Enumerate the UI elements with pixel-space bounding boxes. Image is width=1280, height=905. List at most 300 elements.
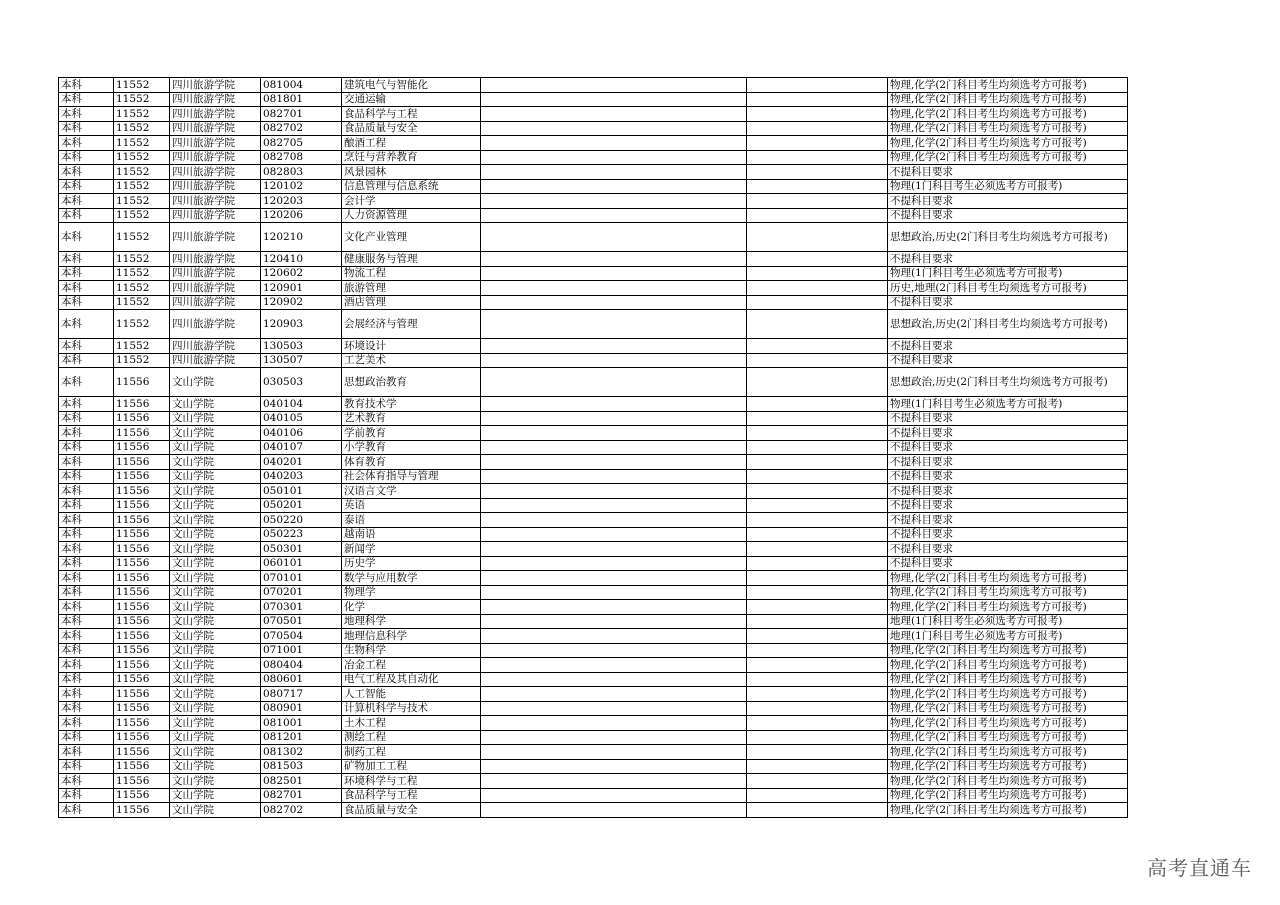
blank-cell [481,614,747,629]
subject-requirement-cell: 物理(1门科目考生必须选考方可报考) [888,179,1128,194]
table-row [59,136,1128,151]
subject-requirement-cell: 地理(1门科目考生必须选考方可报考) [888,614,1128,629]
school-code-cell: 11556 [114,484,170,499]
major-code-cell: 070301 [261,600,342,615]
level-cell: 本科 [59,643,114,658]
major-code-cell: 081503 [261,759,342,774]
blank-cell [747,295,888,310]
table-row [59,121,1128,136]
major-name-cell: 文化产业管理 [342,223,481,252]
major-name-cell: 物理学 [342,585,481,600]
table-row [59,730,1128,745]
major-code-cell: 082702 [261,803,342,818]
major-code-cell: 050223 [261,527,342,542]
school-name-cell: 文山学院 [170,469,261,484]
table-row [59,179,1128,194]
table-row [59,803,1128,818]
subject-requirement-cell: 历史,地理(2门科目考生均须选考方可报考) [888,281,1128,296]
level-cell: 本科 [59,397,114,412]
school-code-cell: 11556 [114,687,170,702]
subject-requirement-cell: 物理,化学(2门科目考生均须选考方可报考) [888,730,1128,745]
school-name-cell: 文山学院 [170,745,261,760]
level-cell: 本科 [59,136,114,151]
subject-requirement-cell: 思想政治,历史(2门科目考生均须选考方可报考) [888,310,1128,339]
level-cell: 本科 [59,600,114,615]
blank-cell [481,759,747,774]
subject-requirement-cell: 不提科目要求 [888,513,1128,528]
school-code-cell: 11556 [114,571,170,586]
school-code-cell: 11552 [114,266,170,281]
blank-cell [747,614,888,629]
major-code-cell: 050201 [261,498,342,513]
school-code-cell: 11552 [114,252,170,267]
major-name-cell: 人工智能 [342,687,481,702]
school-name-cell: 文山学院 [170,730,261,745]
blank-cell [747,643,888,658]
major-code-cell: 081801 [261,92,342,107]
table-row [59,629,1128,644]
subject-requirement-cell: 物理,化学(2门科目考生均须选考方可报考) [888,774,1128,789]
major-name-cell: 思想政治教育 [342,368,481,397]
level-cell: 本科 [59,774,114,789]
level-cell: 本科 [59,556,114,571]
major-code-cell: 070504 [261,629,342,644]
table-row [59,687,1128,702]
subject-requirement-cell: 物理,化学(2门科目考生均须选考方可报考) [888,92,1128,107]
level-cell: 本科 [59,107,114,122]
table-row [59,107,1128,122]
subject-requirement-cell: 物理,化学(2门科目考生均须选考方可报考) [888,150,1128,165]
level-cell: 本科 [59,179,114,194]
blank-cell [747,107,888,122]
major-name-cell: 建筑电气与智能化 [342,78,481,93]
school-code-cell: 11552 [114,194,170,209]
school-code-cell: 11552 [114,353,170,368]
blank-cell [481,600,747,615]
subject-requirement-cell: 物理,化学(2门科目考生均须选考方可报考) [888,759,1128,774]
major-name-cell: 地理信息科学 [342,629,481,644]
major-code-cell: 040107 [261,440,342,455]
table-row [59,353,1128,368]
school-name-cell: 文山学院 [170,426,261,441]
blank-cell [481,179,747,194]
major-name-cell: 电气工程及其自动化 [342,672,481,687]
blank-cell [747,455,888,470]
school-name-cell: 文山学院 [170,629,261,644]
school-code-cell: 11556 [114,397,170,412]
school-name-cell: 四川旅游学院 [170,295,261,310]
table-row [59,310,1128,339]
blank-cell [747,252,888,267]
school-code-cell: 11556 [114,556,170,571]
school-name-cell: 文山学院 [170,585,261,600]
school-name-cell: 四川旅游学院 [170,107,261,122]
table-row [59,513,1128,528]
school-code-cell: 11556 [114,643,170,658]
table-row [59,788,1128,803]
major-code-cell: 050301 [261,542,342,557]
school-code-cell: 11552 [114,223,170,252]
level-cell: 本科 [59,208,114,223]
school-name-cell: 四川旅游学院 [170,136,261,151]
table-body [59,78,1128,818]
level-cell: 本科 [59,353,114,368]
blank-cell [481,672,747,687]
major-code-cell: 120410 [261,252,342,267]
subject-requirement-cell: 物理,化学(2门科目考生均须选考方可报考) [888,121,1128,136]
school-code-cell: 11556 [114,672,170,687]
subject-requirement-cell: 物理,化学(2门科目考生均须选考方可报考) [888,788,1128,803]
school-name-cell: 文山学院 [170,672,261,687]
major-name-cell: 社会体育指导与管理 [342,469,481,484]
blank-cell [747,310,888,339]
major-code-cell: 082501 [261,774,342,789]
major-name-cell: 酒店管理 [342,295,481,310]
blank-cell [747,600,888,615]
school-name-cell: 文山学院 [170,556,261,571]
level-cell: 本科 [59,701,114,716]
major-code-cell: 120602 [261,266,342,281]
table-row [59,208,1128,223]
level-cell: 本科 [59,759,114,774]
level-cell: 本科 [59,730,114,745]
school-code-cell: 11556 [114,658,170,673]
table-row [59,498,1128,513]
blank-cell [747,165,888,180]
blank-cell [747,353,888,368]
table-row [59,368,1128,397]
level-cell: 本科 [59,803,114,818]
major-name-cell: 教育技术学 [342,397,481,412]
table-row [59,600,1128,615]
school-name-cell: 文山学院 [170,397,261,412]
blank-cell [481,643,747,658]
subject-requirement-cell: 物理,化学(2门科目考生均须选考方可报考) [888,745,1128,760]
level-cell: 本科 [59,92,114,107]
subject-requirement-cell: 物理,化学(2门科目考生均须选考方可报考) [888,803,1128,818]
school-name-cell: 四川旅游学院 [170,281,261,296]
level-cell: 本科 [59,672,114,687]
level-cell: 本科 [59,629,114,644]
major-code-cell: 082803 [261,165,342,180]
blank-cell [481,701,747,716]
major-code-cell: 130503 [261,339,342,354]
blank-cell [747,136,888,151]
school-code-cell: 11556 [114,600,170,615]
school-name-cell: 文山学院 [170,716,261,731]
table-row [59,527,1128,542]
major-name-cell: 越南语 [342,527,481,542]
major-name-cell: 工艺美术 [342,353,481,368]
major-name-cell: 制药工程 [342,745,481,760]
school-code-cell: 11556 [114,542,170,557]
subject-requirement-cell: 物理,化学(2门科目考生均须选考方可报考) [888,687,1128,702]
school-name-cell: 四川旅游学院 [170,194,261,209]
major-code-cell: 081004 [261,78,342,93]
table-row [59,571,1128,586]
school-name-cell: 四川旅游学院 [170,223,261,252]
level-cell: 本科 [59,165,114,180]
table-row [59,194,1128,209]
table-row [59,440,1128,455]
blank-cell [747,208,888,223]
subject-requirement-cell: 不提科目要求 [888,556,1128,571]
level-cell: 本科 [59,716,114,731]
major-code-cell: 040203 [261,469,342,484]
major-name-cell: 环境科学与工程 [342,774,481,789]
table-row [59,556,1128,571]
major-code-cell: 082708 [261,150,342,165]
subject-requirement-cell: 物理,化学(2门科目考生均须选考方可报考) [888,643,1128,658]
school-code-cell: 11552 [114,179,170,194]
school-name-cell: 文山学院 [170,701,261,716]
table-row [59,78,1128,93]
subject-requirement-cell: 不提科目要求 [888,339,1128,354]
subject-requirement-cell: 不提科目要求 [888,353,1128,368]
blank-cell [481,803,747,818]
table-row [59,295,1128,310]
major-name-cell: 化学 [342,600,481,615]
level-cell: 本科 [59,542,114,557]
blank-cell [481,92,747,107]
blank-cell [481,629,747,644]
table-row [59,672,1128,687]
major-code-cell: 080901 [261,701,342,716]
school-code-cell: 11552 [114,295,170,310]
major-code-cell: 030503 [261,368,342,397]
level-cell: 本科 [59,788,114,803]
blank-cell [481,556,747,571]
blank-cell [481,484,747,499]
school-name-cell: 文山学院 [170,614,261,629]
table-row [59,252,1128,267]
major-name-cell: 生物科学 [342,643,481,658]
school-name-cell: 文山学院 [170,368,261,397]
table-row [59,745,1128,760]
school-name-cell: 文山学院 [170,658,261,673]
major-name-cell: 体育教育 [342,455,481,470]
school-code-cell: 11552 [114,150,170,165]
major-name-cell: 健康服务与管理 [342,252,481,267]
blank-cell [747,745,888,760]
blank-cell [481,745,747,760]
blank-cell [747,397,888,412]
major-code-cell: 080717 [261,687,342,702]
table-row [59,658,1128,673]
school-name-cell: 四川旅游学院 [170,165,261,180]
major-code-cell: 120902 [261,295,342,310]
major-name-cell: 食品质量与安全 [342,803,481,818]
blank-cell [481,150,747,165]
blank-cell [747,542,888,557]
major-code-cell: 120901 [261,281,342,296]
school-name-cell: 文山学院 [170,643,261,658]
level-cell: 本科 [59,658,114,673]
blank-cell [747,759,888,774]
blank-cell [481,78,747,93]
school-name-cell: 文山学院 [170,411,261,426]
table-row [59,455,1128,470]
major-name-cell: 旅游管理 [342,281,481,296]
school-name-cell: 四川旅游学院 [170,121,261,136]
major-name-cell: 英语 [342,498,481,513]
level-cell: 本科 [59,223,114,252]
blank-cell [747,730,888,745]
subject-requirement-cell: 不提科目要求 [888,426,1128,441]
school-code-cell: 11552 [114,92,170,107]
major-code-cell: 040201 [261,455,342,470]
school-code-cell: 11552 [114,121,170,136]
subject-requirements-table [58,77,1128,818]
level-cell: 本科 [59,455,114,470]
blank-cell [747,368,888,397]
school-name-cell: 文山学院 [170,513,261,528]
subject-requirement-cell: 不提科目要求 [888,440,1128,455]
major-name-cell: 新闻学 [342,542,481,557]
blank-cell [747,803,888,818]
school-name-cell: 文山学院 [170,440,261,455]
level-cell: 本科 [59,252,114,267]
blank-cell [747,498,888,513]
table-row [59,701,1128,716]
blank-cell [481,585,747,600]
blank-cell [481,252,747,267]
level-cell: 本科 [59,121,114,136]
subject-requirement-cell: 地理(1门科目考生必须选考方可报考) [888,629,1128,644]
level-cell: 本科 [59,571,114,586]
school-code-cell: 11552 [114,165,170,180]
major-code-cell: 120203 [261,194,342,209]
subject-requirement-cell: 物理(1门科目考生必须选考方可报考) [888,266,1128,281]
school-code-cell: 11552 [114,78,170,93]
level-cell: 本科 [59,527,114,542]
school-name-cell: 四川旅游学院 [170,339,261,354]
major-code-cell: 070101 [261,571,342,586]
subject-requirement-cell: 不提科目要求 [888,469,1128,484]
major-code-cell: 130507 [261,353,342,368]
level-cell: 本科 [59,687,114,702]
level-cell: 本科 [59,469,114,484]
school-code-cell: 11556 [114,629,170,644]
table-row [59,426,1128,441]
major-name-cell: 汉语言文学 [342,484,481,499]
table-row [59,484,1128,499]
subject-requirement-cell: 不提科目要求 [888,165,1128,180]
table-row [59,266,1128,281]
blank-cell [481,788,747,803]
blank-cell [481,121,747,136]
subject-requirement-cell: 不提科目要求 [888,252,1128,267]
school-name-cell: 文山学院 [170,774,261,789]
school-code-cell: 11556 [114,513,170,528]
blank-cell [481,194,747,209]
blank-cell [481,208,747,223]
major-name-cell: 冶金工程 [342,658,481,673]
table-row [59,92,1128,107]
school-name-cell: 文山学院 [170,571,261,586]
major-name-cell: 物流工程 [342,266,481,281]
major-code-cell: 081201 [261,730,342,745]
school-code-cell: 11556 [114,440,170,455]
blank-cell [747,484,888,499]
subject-requirement-cell: 物理,化学(2门科目考生均须选考方可报考) [888,658,1128,673]
major-code-cell: 082701 [261,107,342,122]
subject-requirement-cell: 物理,化学(2门科目考生均须选考方可报考) [888,672,1128,687]
blank-cell [481,426,747,441]
table-row [59,614,1128,629]
blank-cell [481,353,747,368]
level-cell: 本科 [59,440,114,455]
school-name-cell: 文山学院 [170,455,261,470]
table-row [59,585,1128,600]
school-name-cell: 四川旅游学院 [170,78,261,93]
level-cell: 本科 [59,194,114,209]
major-code-cell: 040105 [261,411,342,426]
subject-requirement-cell: 思想政治,历史(2门科目考生均须选考方可报考) [888,223,1128,252]
major-code-cell: 080404 [261,658,342,673]
school-name-cell: 文山学院 [170,498,261,513]
major-name-cell: 数学与应用数学 [342,571,481,586]
subject-requirement-cell: 物理,化学(2门科目考生均须选考方可报考) [888,107,1128,122]
school-code-cell: 11556 [114,469,170,484]
blank-cell [481,513,747,528]
major-code-cell: 082702 [261,121,342,136]
blank-cell [481,542,747,557]
blank-cell [747,716,888,731]
level-cell: 本科 [59,498,114,513]
subject-requirement-cell: 不提科目要求 [888,498,1128,513]
blank-cell [747,223,888,252]
table-row [59,643,1128,658]
school-code-cell: 11556 [114,455,170,470]
school-name-cell: 四川旅游学院 [170,353,261,368]
major-name-cell: 艺术教育 [342,411,481,426]
school-code-cell: 11552 [114,107,170,122]
table-row [59,411,1128,426]
blank-cell [481,266,747,281]
major-code-cell: 120903 [261,310,342,339]
major-name-cell: 烹饪与营养教育 [342,150,481,165]
blank-cell [481,281,747,296]
level-cell: 本科 [59,426,114,441]
blank-cell [481,687,747,702]
major-name-cell: 历史学 [342,556,481,571]
major-code-cell: 050220 [261,513,342,528]
blank-cell [747,788,888,803]
major-code-cell: 070501 [261,614,342,629]
level-cell: 本科 [59,281,114,296]
blank-cell [747,469,888,484]
level-cell: 本科 [59,484,114,499]
blank-cell [481,469,747,484]
major-name-cell: 环境设计 [342,339,481,354]
level-cell: 本科 [59,585,114,600]
blank-cell [747,556,888,571]
subject-requirement-cell: 不提科目要求 [888,455,1128,470]
major-code-cell: 060101 [261,556,342,571]
major-code-cell: 120102 [261,179,342,194]
level-cell: 本科 [59,411,114,426]
level-cell: 本科 [59,339,114,354]
school-code-cell: 11556 [114,498,170,513]
major-name-cell: 食品质量与安全 [342,121,481,136]
school-code-cell: 11552 [114,136,170,151]
blank-cell [481,730,747,745]
school-code-cell: 11552 [114,310,170,339]
subject-requirement-cell: 物理,化学(2门科目考生均须选考方可报考) [888,136,1128,151]
school-code-cell: 11552 [114,208,170,223]
subject-requirement-cell: 物理,化学(2门科目考生均须选考方可报考) [888,585,1128,600]
